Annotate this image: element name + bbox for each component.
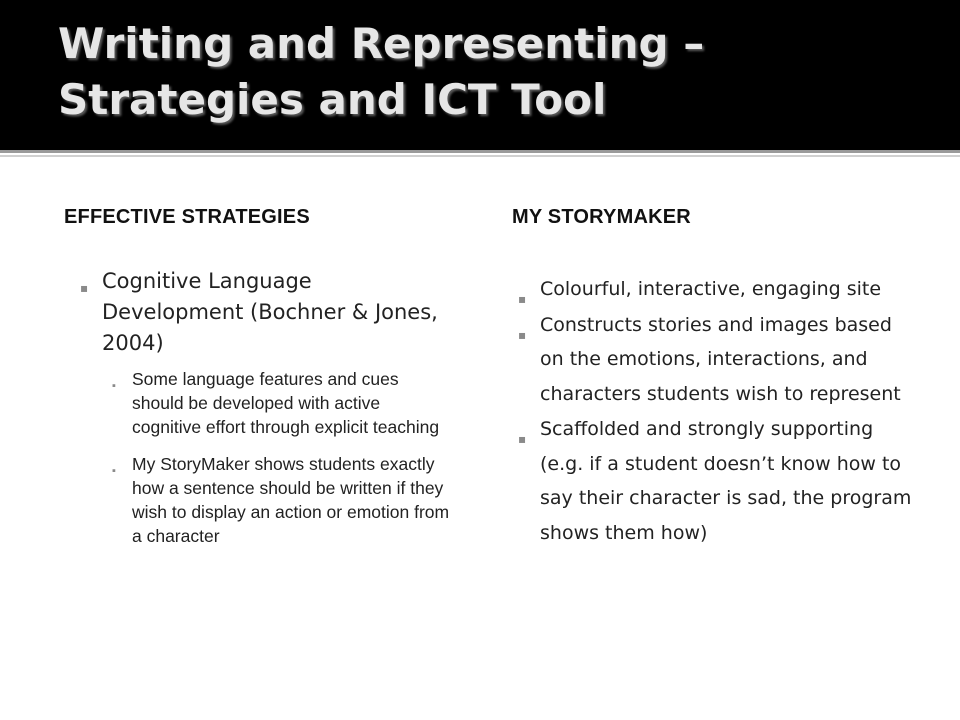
title-line-2: Strategies and ICT Tool [58,75,607,124]
list-item-text: My StoryMaker shows students exactly how a sentence should be written if they wish to display an action or emotion from a character [132,454,450,546]
list-item-text: Cognitive Language Development (Bochner & Jones, 2004) [102,269,438,355]
list-item-text: Colourful, interactive, engaging site [540,278,882,300]
list-item-text: Constructs stories and images based on the emotions, interactions, and characters students wish to represent [540,313,901,405]
square-bullet-icon: ▪ [80,281,89,295]
left-column-heading: EFFECTIVE STRATEGIES [64,206,310,228]
sub-bullet-list [112,367,452,548]
list-item [518,412,915,550]
left-bullet-list [80,266,452,548]
square-bullet-icon: ▪ [518,432,527,446]
list-item [112,452,452,548]
list-item-text: Scaffolded and strongly supporting (e.g. if a student doesn’t know how to say their character is sad, the program shows them how) [540,418,912,544]
square-bullet-icon: ▪ [518,327,527,342]
right-column-heading: MY STORYMAKER [512,206,691,228]
list-item [518,272,915,307]
list-item [518,308,915,412]
square-bullet-icon: ▪ [112,465,116,477]
list-item [80,266,452,548]
list-item [112,367,452,439]
title-line-1: Writing and Representing – [58,19,705,68]
right-bullet-list [518,272,915,550]
left-column [80,266,452,561]
title-divider-secondary [0,155,960,157]
slide-title [58,16,918,128]
list-item-text: Some language features and cues should be developed with active cognitive effort through explicit teaching [132,369,440,437]
title-divider [0,150,960,153]
right-column [518,272,915,551]
title-bar [0,0,960,150]
square-bullet-icon: ▪ [112,380,116,392]
square-bullet-icon: ▪ [518,292,527,306]
